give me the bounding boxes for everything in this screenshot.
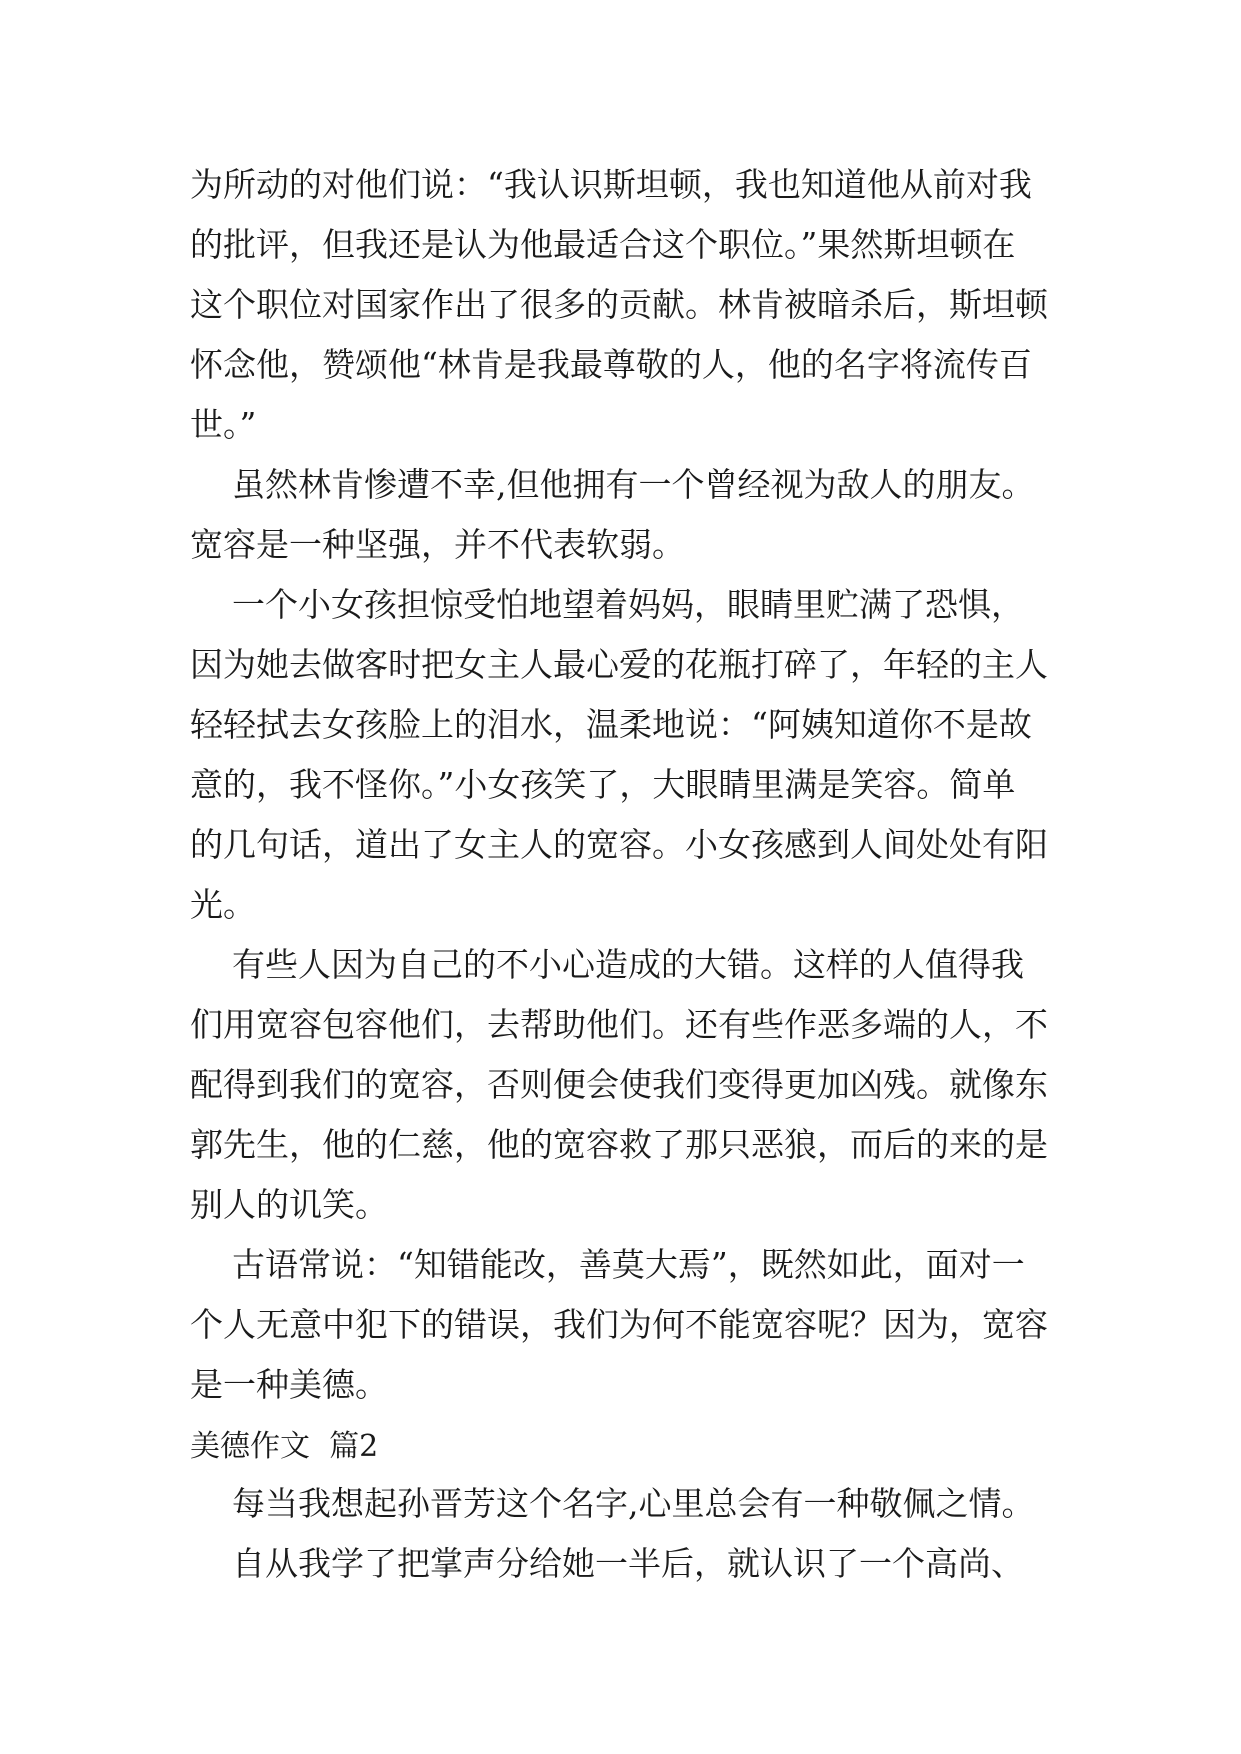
text-line: 怀念他，赞颂他“林肯是我最尊敬的人，他的名字将流传百 [190, 345, 1032, 384]
text-line: 因为她去做客时把女主人最心爱的花瓶打碎了，年轻的主人 [190, 645, 1048, 684]
text-line: 个人无意中犯下的错误，我们为何不能宽容呢？因为，宽容 [190, 1305, 1048, 1344]
text-line: 是一种美德。 [190, 1365, 388, 1404]
text-line: 郭先生，他的仁慈，他的宽容救了那只恶狼，而后的来的是 [190, 1125, 1048, 1164]
text-line: 配得到我们的宽容，否则便会使我们变得更加凶残。就像东 [190, 1065, 1048, 1104]
text-line: 虽然林肯惨遭不幸,但他拥有一个曾经视为敌人的朋友。 [190, 465, 1035, 504]
text-line: 意的，我不怪你。”小女孩笑了，大眼睛里满是笑容。简单 [190, 765, 1016, 804]
text-line: 世。” [190, 405, 257, 444]
text-line: 光。 [190, 885, 256, 924]
document-body [190, 155, 1090, 1594]
text-line: 为所动的对他们说：“我认识斯坦顿，我也知道他从前对我 [190, 165, 1032, 204]
text-line: 每当我想起孙晋芳这个名字,心里总会有一种敬佩之情。 [190, 1484, 1035, 1523]
text-line: 别人的讥笑。 [190, 1185, 388, 1224]
text-line: 们用宽容包容他们，去帮助他们。还有些作恶多端的人，不 [190, 1005, 1048, 1044]
text-line: 有些人因为自己的不小心造成的大错。这样的人值得我 [190, 945, 1024, 984]
section-heading: 美德作文 篇2 [190, 1429, 379, 1464]
text-line: 一个小女孩担惊受怕地望着妈妈，眼睛里贮满了恐惧， [190, 585, 1024, 624]
text-line: 的几句话，道出了女主人的宽容。小女孩感到人间处处有阳 [190, 825, 1048, 864]
text-line: 这个职位对国家作出了很多的贡献。林肯被暗杀后，斯坦顿 [190, 285, 1048, 324]
text-line: 轻轻拭去女孩脸上的泪水，温柔地说：“阿姨知道你不是故 [190, 705, 1032, 744]
text-line: 自从我学了把掌声分给她一半后，就认识了一个高尚、 [190, 1544, 1024, 1583]
text-line: 的批评，但我还是认为他最适合这个职位。”果然斯坦顿在 [190, 225, 1016, 264]
text-line: 宽容是一种坚强，并不代表软弱。 [190, 525, 685, 564]
text-line: 古语常说：“知错能改，善莫大焉”，既然如此，面对一 [190, 1245, 1025, 1284]
